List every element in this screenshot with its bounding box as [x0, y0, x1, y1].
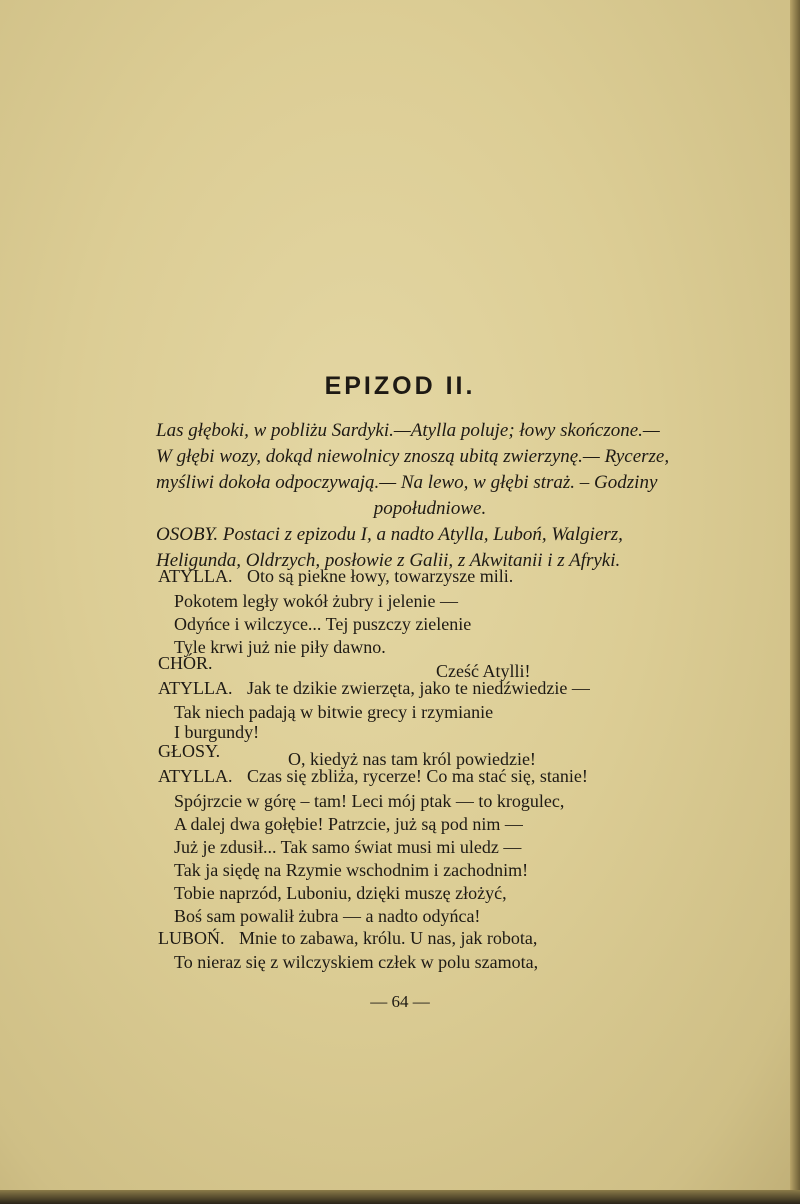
verse-text: Jak te dzikie zwierzęta, jako te niedźwiedzie —: [247, 678, 590, 698]
dialogue-line: [174, 791, 564, 812]
dialogue-line: [174, 702, 493, 723]
verse-text: I burgundy!: [174, 722, 260, 742]
dialogue-line: [174, 837, 521, 858]
persons-line: OSOBY. Postaci z epizodu I, a nadto Atylla, Luboń, Walgierz,: [156, 524, 623, 545]
verse-text: Pokotem legły wokół żubry i jelenie —: [174, 591, 458, 611]
verse-text: Mnie to zabawa, królu. U nas, jak robota,: [239, 928, 538, 948]
persons-line: Heligunda, Oldrzych, posłowie z Galii, z Akwitanii i z Afryki.: [156, 550, 621, 571]
speaker-name: ATYLLA.: [158, 766, 233, 786]
dialogue-line: [158, 766, 588, 787]
verse-text: Odyńce i wilczyce... Tej puszczy zielenie: [174, 614, 472, 634]
dialogue-line: [174, 906, 480, 927]
speaker-name: ATYLLA.: [158, 678, 233, 698]
speaker-name: GŁOSY.: [158, 741, 221, 761]
verse-text: Tak ja siędę na Rzymie wschodnim i zachodnim!: [174, 860, 529, 880]
stage-direction-line: Las głęboki, w pobliżu Sardyki.—Atylla poluje; łowy skończone.—: [156, 420, 660, 441]
page-number: — 64 —: [370, 992, 430, 1011]
verse-text: Tak niech padają w bitwie grecy i rzymianie: [174, 702, 494, 722]
dialogue-line: [158, 653, 213, 674]
dialogue-line: [174, 614, 471, 635]
dialogue-line: [174, 883, 507, 904]
speaker-name: CHÓR.: [158, 653, 213, 673]
verse-text: Boś sam powalił żubra — a nadto odyńca!: [174, 906, 481, 926]
speaker-name: LUBOŃ.: [158, 928, 225, 948]
dialogue-line: [158, 678, 590, 699]
verse-text: A dalej dwa gołębie! Patrzcie, już są pod nim —: [174, 814, 523, 834]
verse-text: O, kiedyż nas tam król powiedzie!: [288, 749, 536, 769]
dialogue-line: [158, 741, 220, 762]
episode-title: EPIZOD II.: [324, 372, 476, 400]
page-edge-right: [790, 0, 800, 1204]
verse-text: Cześć Atylli!: [436, 661, 531, 681]
verse-text: Czas się zbliża, rycerze! Co ma stać się, stanie!: [247, 766, 588, 786]
verse-text: Już je zdusił... Tak samo świat musi mi uledz —: [174, 837, 522, 857]
dialogue-line: [174, 952, 538, 973]
verse-text: Tobie naprzód, Luboniu, dzięki muszę złożyć,: [174, 883, 507, 903]
dialogue-line: [174, 860, 528, 881]
verse-text: Spójrzcie w górę – tam! Leci mój ptak — to krogulec,: [174, 791, 565, 811]
dialogue-line: [158, 566, 513, 587]
dialogue-line: [174, 722, 259, 743]
dialogue-line: [174, 591, 458, 612]
stage-direction-line: myśliwi dokoła odpoczywają.— Na lewo, w głębi straż. – Godziny: [156, 472, 658, 493]
stage-direction-line: popołudniowe.: [373, 498, 487, 519]
dialogue-line: [174, 814, 523, 835]
stage-direction-line: W głębi wozy, dokąd niewolnicy znoszą ubitą zwierzynę.— Rycerze,: [156, 446, 670, 467]
verse-text: To nieraz się z wilczyskiem człek w polu szamota,: [174, 952, 539, 972]
speaker-name: ATYLLA.: [158, 566, 233, 586]
dialogue-line: [158, 928, 537, 949]
page-edge-bottom: [0, 1190, 800, 1204]
verse-text: Tyle krwi już nie piły dawno.: [174, 637, 386, 657]
verse-text: Oto są piekne łowy, towarzysze mili.: [247, 566, 514, 586]
stage-direction: [156, 418, 704, 574]
